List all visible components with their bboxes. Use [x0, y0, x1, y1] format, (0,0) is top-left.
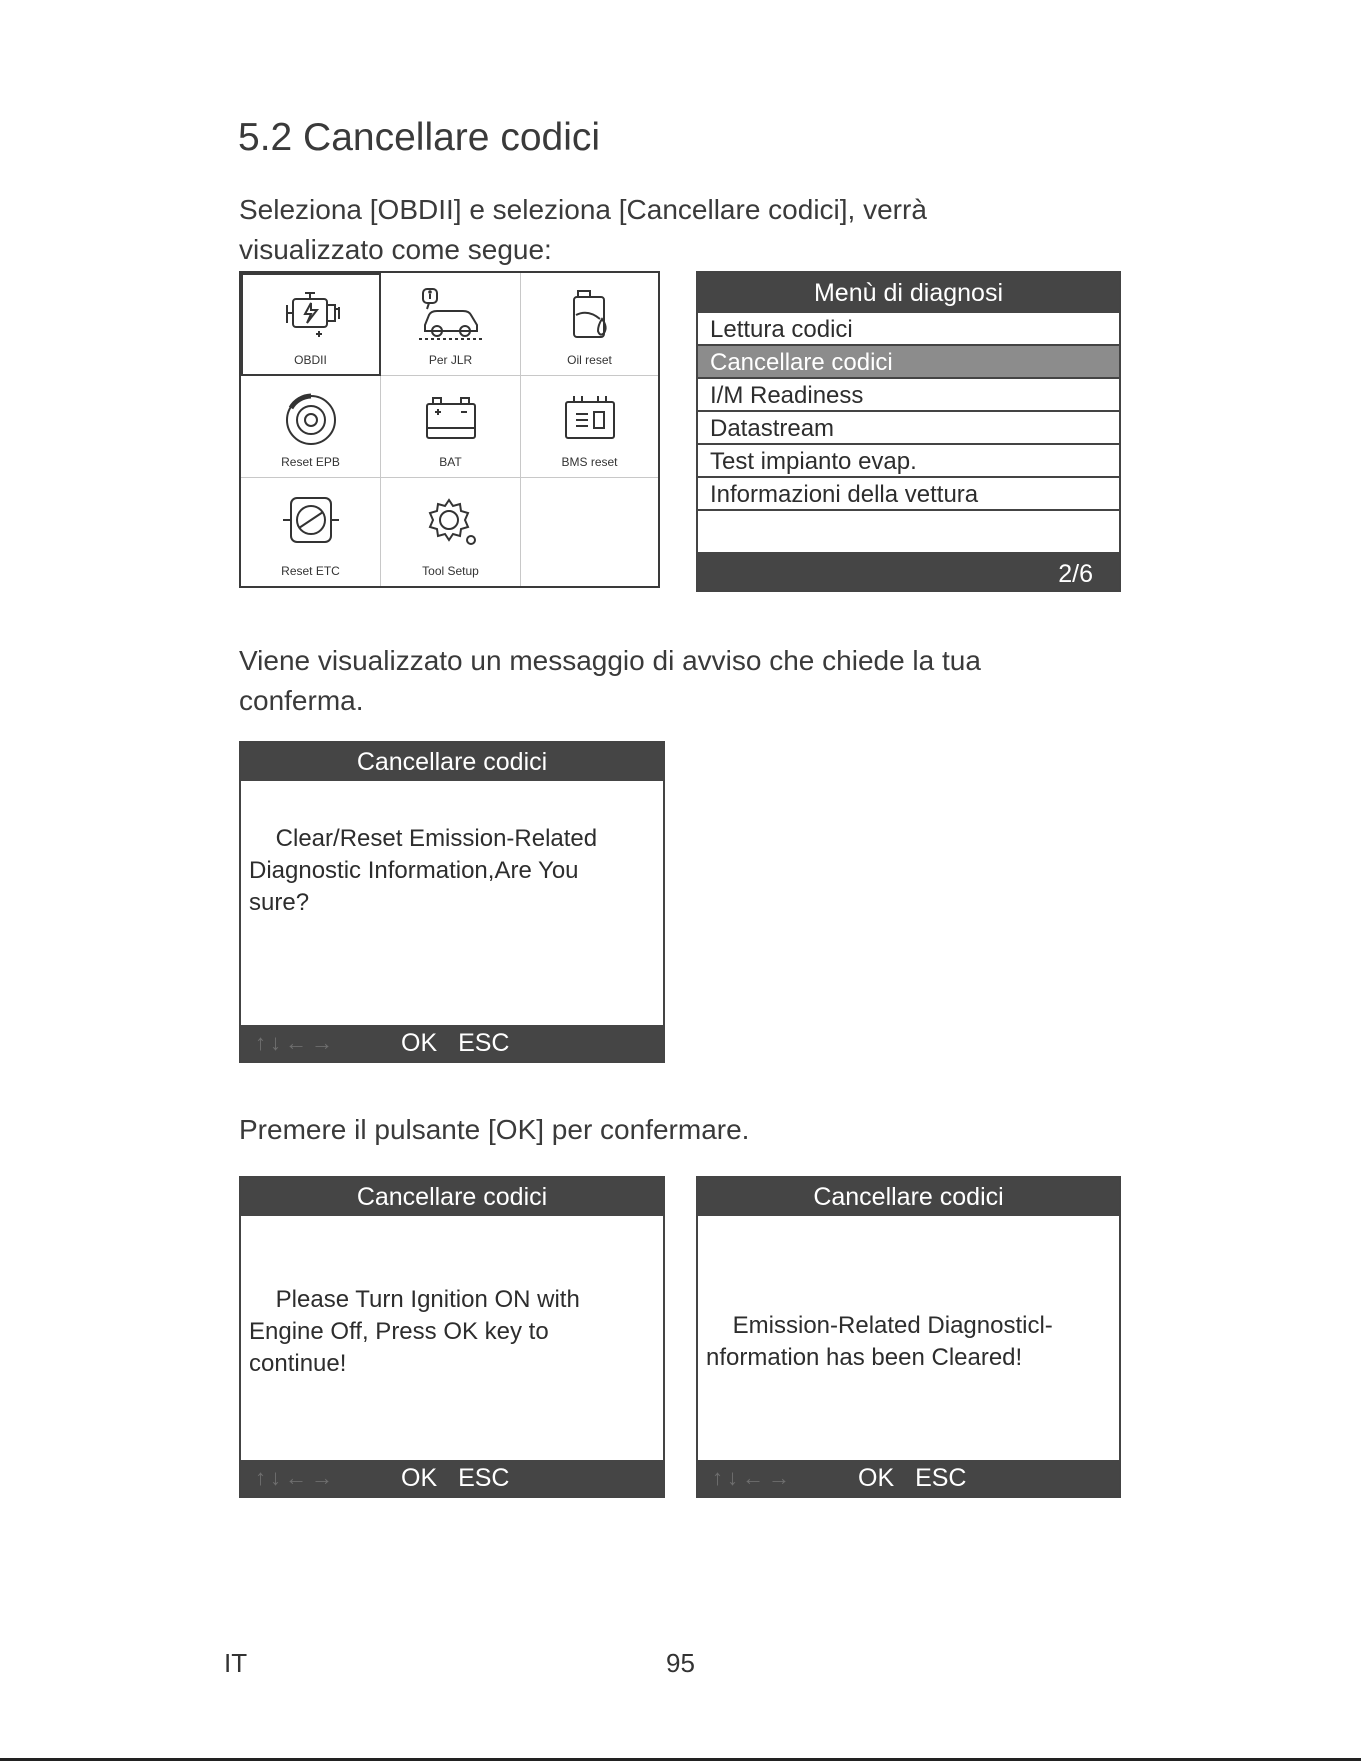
grid-label-reset-etc: Reset ETC [281, 564, 340, 578]
diagnosis-menu-screen [696, 271, 1121, 592]
footer-page-number: 95 [666, 1648, 695, 1678]
confirm-clear-screen [239, 741, 665, 1063]
intro-line-1: Seleziona [OBDII] e seleziona [Cancellare codici], verrà [239, 194, 927, 225]
navigation-arrows-icon: ↑↓←→ [712, 1465, 794, 1490]
screen-message: Clear/Reset Emission-Related Diagnostic Information,Are You sure? [249, 825, 598, 916]
grid-item-tool-setup[interactable] [381, 478, 521, 586]
intro-paragraph [239, 190, 927, 270]
grid-label-oil-reset: Oil reset [567, 353, 612, 367]
car-info-icon [415, 285, 487, 347]
brake-disc-icon [275, 388, 347, 450]
grid-label-tool-setup: Tool Setup [422, 564, 479, 578]
grid-item-oil-reset[interactable] [521, 273, 658, 376]
grid-label-reset-epb: Reset EPB [281, 455, 340, 469]
esc-key[interactable]: ESC [458, 1464, 510, 1492]
menu-title-bar: Menù di diagnosi [698, 273, 1119, 313]
oil-can-icon [554, 285, 626, 347]
screen-message: Please Turn Ignition ON with Engine Off, Press OK key to continue! [249, 1286, 580, 1377]
grid-item-per-jlr[interactable] [381, 273, 521, 376]
menu-item-cancellare-codici[interactable]: Cancellare codici [698, 346, 1119, 379]
screen-footer-bar [241, 1460, 663, 1496]
screen-footer-bar [241, 1025, 663, 1061]
ok-esc-keys [401, 1460, 509, 1496]
grid-item-reset-epb[interactable] [241, 376, 381, 478]
ok-esc-keys [401, 1025, 509, 1061]
menu-item-im-readiness[interactable]: I/M Readiness [698, 379, 1119, 412]
esc-key[interactable]: ESC [915, 1464, 967, 1492]
throttle-icon [275, 490, 347, 552]
battery-icon [415, 388, 487, 450]
screen-title-bar: Cancellare codici [241, 743, 663, 781]
ok-key[interactable]: OK [401, 1029, 438, 1057]
esc-key[interactable]: ESC [458, 1029, 510, 1057]
menu-item-informazioni-vettura[interactable]: Informazioni della vettura [698, 478, 1119, 511]
warning-paragraph [239, 641, 981, 721]
screen-message: Emission-Related Diagnosticl- nformation has been Cleared! [706, 1312, 1053, 1371]
bms-module-icon [554, 388, 626, 450]
screen-title-bar: Cancellare codici [241, 1178, 663, 1216]
menu-page-indicator: 2/6 [698, 552, 1119, 590]
grid-item-reset-etc[interactable] [241, 478, 381, 586]
intro-line-2: visualizzato come segue: [239, 234, 552, 265]
warning-line-2: conferma. [239, 685, 364, 716]
ok-esc-keys [858, 1460, 966, 1496]
grid-item-bms-reset[interactable] [521, 376, 658, 478]
grid-label-bms-reset: BMS reset [561, 455, 618, 469]
ok-key[interactable]: OK [858, 1464, 895, 1492]
menu-item-datastream[interactable]: Datastream [698, 412, 1119, 445]
gear-icon [415, 490, 487, 552]
confirm-paragraph: Premere il pulsante [OK] per confermare. [239, 1114, 750, 1145]
grid-label-obdii: OBDII [294, 353, 327, 367]
codes-cleared-screen [696, 1176, 1121, 1498]
ok-key[interactable]: OK [401, 1464, 438, 1492]
grid-item-bat[interactable] [381, 376, 521, 478]
warning-line-1: Viene visualizzato un messaggio di avviso che chiede la tua [239, 645, 981, 676]
function-icon-grid [239, 271, 660, 588]
footer-language: IT [224, 1648, 248, 1678]
ignition-prompt-screen [239, 1176, 665, 1498]
screen-title-bar: Cancellare codici [698, 1178, 1119, 1216]
screen-footer-bar [698, 1460, 1119, 1496]
section-title: 5.2 Cancellare codici [238, 116, 601, 159]
menu-item-lettura-codici[interactable]: Lettura codici [698, 313, 1119, 346]
navigation-arrows-icon: ↑↓←→ [255, 1030, 337, 1055]
menu-item-test-impianto-evap[interactable]: Test impianto evap. [698, 445, 1119, 478]
navigation-arrows-icon: ↑↓←→ [255, 1465, 337, 1490]
grid-empty-cell [521, 478, 658, 586]
grid-label-per-jlr: Per JLR [428, 353, 473, 367]
grid-label-bat: BAT [439, 455, 462, 469]
menu-item-empty [698, 511, 1119, 544]
engine-icon [275, 285, 347, 347]
grid-item-obdii[interactable] [241, 273, 381, 376]
